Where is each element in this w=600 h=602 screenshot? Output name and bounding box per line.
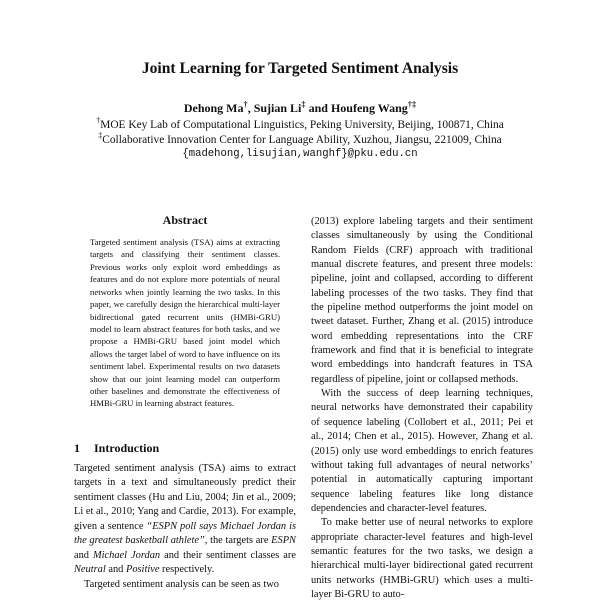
author-emails[interactable]: {madehong,lisujian,wanghf}@pku.edu.cn	[182, 148, 418, 160]
author-affil-mark: †‡	[407, 100, 417, 109]
affil-mark: †	[96, 116, 101, 126]
paragraph: With the success of deep learning techniques, neural networks have demonstrated their capability of sequence labeling (Collobert et al., 2011; Pei et al., 2014; Chen et al., 2015). However, Zhang et al. (2015) only use word embeddings to enrich features without taking full advantages of neural networks’ potential in automatically capturing important sequence labeling features like long distance dependencies and character-level features.	[311, 388, 533, 514]
author-affil-mark: †	[243, 100, 248, 109]
author-separator: ,	[247, 101, 254, 115]
text-run: Targeted sentiment analysis (TSA) aims to extract targets in a text and simultaneously predict their sentiment classes (Hu and Liu, 2004; Jin et al., 2009; Li et al., 2010; Yang and Cardie, 2013). For example, given a sentence	[74, 463, 296, 532]
affiliation-2	[0, 131, 600, 146]
author-name: Houfeng Wang	[330, 101, 408, 115]
affil-mark: ‡	[98, 131, 103, 141]
text-run: respectively.	[159, 564, 215, 576]
author-separator: and	[305, 101, 331, 115]
affiliation-text: MOE Key Lab of Computational Linguistics, Peking University, Beijing, 100871, China	[100, 119, 504, 131]
author-affil-mark: ‡	[301, 100, 306, 109]
author-name: Dehong Ma	[183, 101, 244, 115]
abstract-body: Targeted sentiment analysis (TSA) aims at extracting targets and classifying their sentiment classes. Previous works only exploit word embeddings as features and do not explore more potentials of neural networks when jointly learning the two tasks. In this paper, we carefully design the hierarchical multi-layer bidirectional gated recurrent units (HMBi-GRU) model to learn abstract features for both tasks, and we propose a HMBi-GRU based joint model which allows the target label of word to have influence on its sentiment label. Experimental results on two datasets show that our joint learning model can outperform other baselines and demonstrate the effectiveness of HMBi-GRU in learning abstract features.	[90, 237, 280, 409]
section-heading-introduction	[74, 441, 296, 456]
paragraph	[74, 462, 296, 578]
text-run: and	[74, 549, 93, 561]
text-run: and	[105, 564, 126, 576]
paragraph: (2013) explore labeling targets and their sentiment classes simultaneously by using the Conditional Random Fields (CRF) approach with traditional manual discrete features, and present three models: pipeline, joint and collapsed, according to different labeling processes of the two tasks. They find that the pipeline method outperforms the joint model on tweet dataset. Further, Zhang et al. (2015) introduce word embedding representations into the CRF framework and find that it is beneficial to integrate word embeddings into handcraft features in TSA regardless of pipeline, joint or collapsed methods.	[311, 216, 533, 385]
sentiment-term: Neutral	[74, 564, 106, 576]
target-term: ESPN	[271, 535, 296, 547]
right-column-body	[311, 215, 533, 602]
author-name: Sujian Li	[253, 101, 302, 115]
section-number: 1	[74, 441, 80, 455]
text-run: and their sentiment classes are	[160, 549, 296, 561]
affiliation-text: Collaborative Innovation Center for Language Ability, Xuzhou, Jiangsu, 221009, China	[102, 134, 502, 146]
paper-title: Joint Learning for Targeted Sentiment Analysis	[141, 60, 459, 77]
text-run: , the targets are	[204, 535, 272, 547]
introduction-body	[74, 462, 296, 592]
sentiment-term: Positive	[125, 564, 160, 576]
target-term: Michael Jordan	[93, 549, 161, 561]
paragraph: To make better use of neural networks to explore appropriate character-level features and high-level semantic features for the two tasks, we design a hierarchical multi-layer bidirectional gated recurrent units networks (HMBi-GRU) which uses a multi-layer Bi-GRU to auto-	[311, 517, 533, 600]
section-title: Introduction	[94, 441, 160, 455]
example-sentence: “ESPN poll says Michael Jordan is the greatest basketball athlete”	[74, 520, 297, 547]
paragraph: Targeted sentiment analysis can be seen as two	[84, 578, 279, 590]
abstract-heading: Abstract	[162, 213, 208, 227]
affiliation-1	[0, 116, 600, 131]
author-list	[0, 101, 600, 116]
